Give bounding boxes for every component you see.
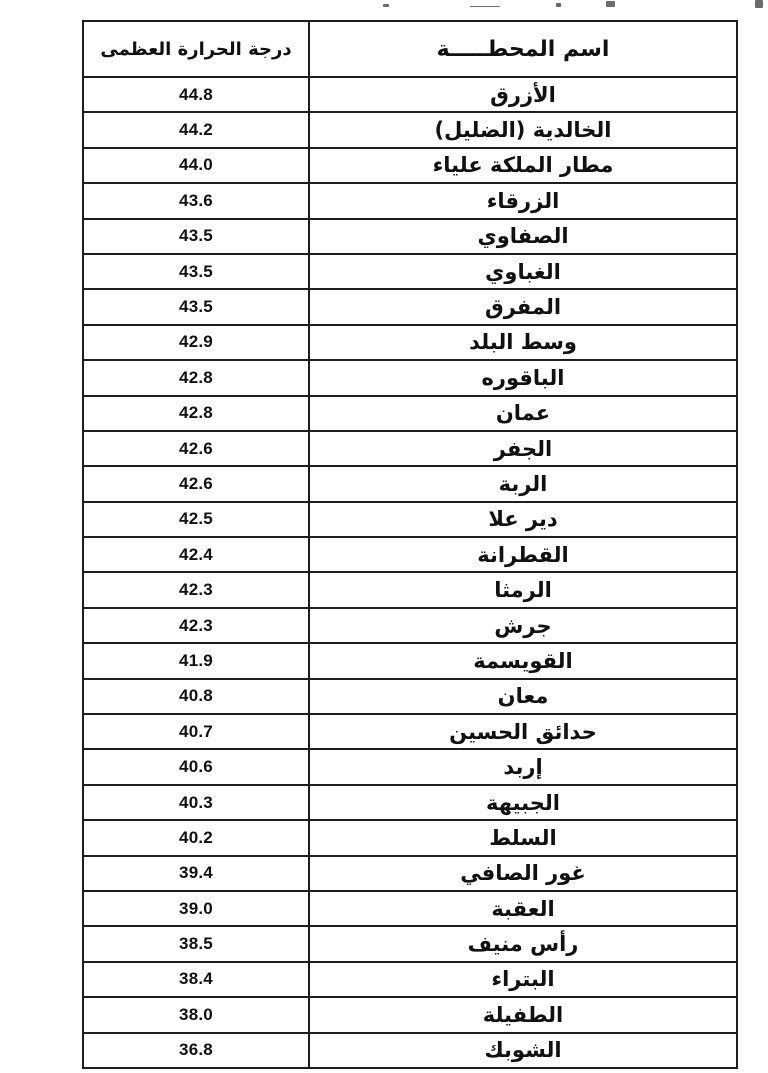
station-name-cell: العقبة: [309, 891, 737, 926]
max-temp-cell: 44.0: [83, 148, 309, 183]
max-temp-cell: 43.5: [83, 254, 309, 289]
station-name-cell: الزرقاء: [309, 183, 737, 218]
max-temp-cell: 42.5: [83, 502, 309, 537]
station-name-cell: معان: [309, 679, 737, 714]
table-row: [83, 183, 737, 218]
table-row: [83, 396, 737, 431]
clipped-title-remnant: [0, 0, 768, 9]
clipped-text-mark: [470, 6, 500, 7]
station-name-cell: مطار الملكة علياء: [309, 148, 737, 183]
max-temp-cell: 38.4: [83, 962, 309, 997]
max-temp-cell: 44.8: [83, 77, 309, 112]
station-name-cell: الصفاوي: [309, 219, 737, 254]
table-row: [83, 77, 737, 112]
max-temp-cell: 42.8: [83, 396, 309, 431]
table-row: [83, 325, 737, 360]
table-row: [83, 466, 737, 501]
station-name-cell: حدائق الحسين: [309, 714, 737, 749]
clipped-text-mark: [755, 0, 763, 8]
station-name-cell: الرمثا: [309, 572, 737, 607]
table-row: [83, 112, 737, 147]
station-name-cell: الشوبك: [309, 1033, 737, 1068]
max-temp-cell: 43.6: [83, 183, 309, 218]
station-name-cell: المفرق: [309, 289, 737, 324]
table-row: [83, 431, 737, 466]
max-temp-cell: 38.0: [83, 997, 309, 1032]
max-temp-cell: 42.3: [83, 608, 309, 643]
station-name-cell: وسط البلد: [309, 325, 737, 360]
max-temp-cell: 40.2: [83, 820, 309, 855]
station-name-cell: جرش: [309, 608, 737, 643]
max-temperature-table: [82, 20, 738, 1069]
max-temp-cell: 39.0: [83, 891, 309, 926]
station-name-cell: البتراء: [309, 962, 737, 997]
table-row: [83, 962, 737, 997]
max-temp-cell: 42.6: [83, 431, 309, 466]
max-temp-cell: 40.7: [83, 714, 309, 749]
station-name-cell: السلط: [309, 820, 737, 855]
header-row: [83, 21, 737, 77]
station-name-cell: إربد: [309, 749, 737, 784]
table-row: [83, 749, 737, 784]
max-temp-cell: 38.5: [83, 926, 309, 961]
max-temp-cell: 40.3: [83, 785, 309, 820]
table-row: [83, 679, 737, 714]
table-row: [83, 856, 737, 891]
station-name-cell: الربة: [309, 466, 737, 501]
station-name-cell: القويسمة: [309, 643, 737, 678]
max-temp-cell: 44.2: [83, 112, 309, 147]
station-name-cell: الجبيهة: [309, 785, 737, 820]
max-temp-cell: 42.8: [83, 360, 309, 395]
station-name-cell: الغباوي: [309, 254, 737, 289]
station-name-cell: دير علا: [309, 502, 737, 537]
station-name-cell: الباقوره: [309, 360, 737, 395]
table-row: [83, 820, 737, 855]
max-temp-cell: 42.4: [83, 537, 309, 572]
station-name-cell: غور الصافي: [309, 856, 737, 891]
max-temp-cell: 39.4: [83, 856, 309, 891]
header-station-name: اسم المحطـــــة: [309, 21, 737, 77]
max-temp-cell: 40.8: [83, 679, 309, 714]
max-temp-cell: 42.6: [83, 466, 309, 501]
table-row: [83, 1033, 737, 1068]
station-name-cell: الأزرق: [309, 77, 737, 112]
station-name-cell: عمان: [309, 396, 737, 431]
station-name-cell: الطفيلة: [309, 997, 737, 1032]
max-temp-cell: 36.8: [83, 1033, 309, 1068]
clipped-text-mark: [383, 4, 389, 7]
max-temp-cell: 43.5: [83, 289, 309, 324]
max-temp-cell: 41.9: [83, 643, 309, 678]
table-row: [83, 289, 737, 324]
table-row: [83, 643, 737, 678]
table-row: [83, 891, 737, 926]
table-row: [83, 360, 737, 395]
table-row: [83, 714, 737, 749]
table-row: [83, 997, 737, 1032]
table-row: [83, 785, 737, 820]
table-row: [83, 572, 737, 607]
clipped-text-mark: [556, 3, 561, 7]
table-row: [83, 502, 737, 537]
station-name-cell: الجفر: [309, 431, 737, 466]
table-row: [83, 148, 737, 183]
station-name-cell: الخالدية (الضليل): [309, 112, 737, 147]
header-max-temperature: درجة الحرارة العظمى: [83, 21, 309, 77]
table-row: [83, 608, 737, 643]
clipped-text-mark: [606, 1, 615, 7]
station-name-cell: القطرانة: [309, 537, 737, 572]
max-temp-cell: 43.5: [83, 219, 309, 254]
station-name-cell: رأس منيف: [309, 926, 737, 961]
max-temp-cell: 42.3: [83, 572, 309, 607]
table-row: [83, 537, 737, 572]
max-temp-cell: 42.9: [83, 325, 309, 360]
max-temp-cell: 40.6: [83, 749, 309, 784]
table-body: [83, 77, 737, 1068]
table-row: [83, 254, 737, 289]
table-row: [83, 219, 737, 254]
table-row: [83, 926, 737, 961]
